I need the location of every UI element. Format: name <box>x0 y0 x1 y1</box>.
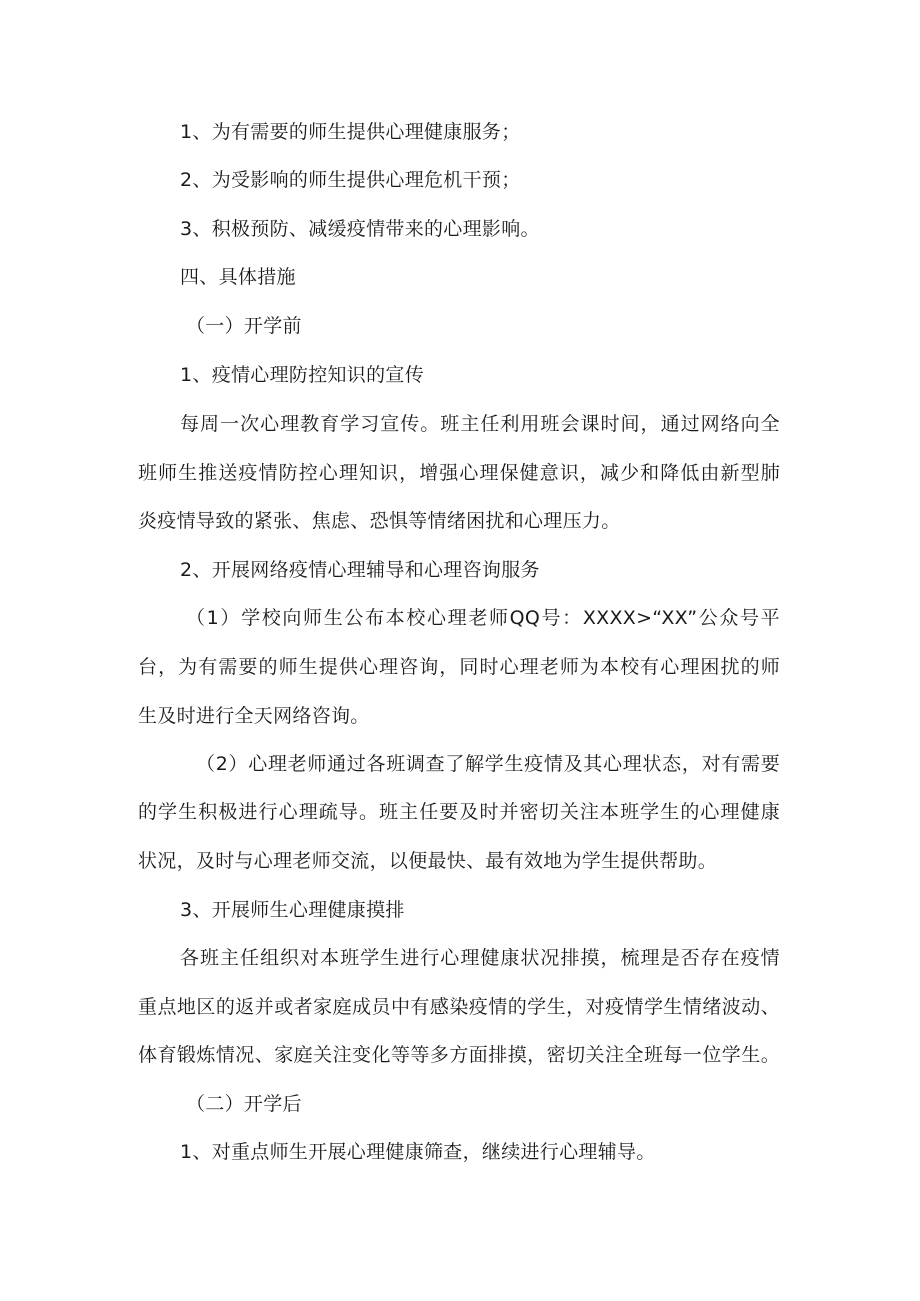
goal-item-1: 1、为有需要的师生提供心理健康服务； <box>180 121 521 143</box>
paragraph-line: 炎疫情导致的紧张、焦虑、恐惧等情绪困扰和心理压力。 <box>138 510 621 532</box>
item-title-key-screening: 1、对重点师生开展心理健康筛查，继续进行心理辅导。 <box>180 1141 656 1163</box>
paragraph-line: （1）学校向师生公布本校心理老师QQ号：XXXX>“XX”公众号平 <box>186 607 780 629</box>
paragraph-line: 状况，及时与心理老师交流，以便最快、最有效地为学生提供帮助。 <box>138 850 718 872</box>
item-title-knowledge-promotion: 1、疫情心理防控知识的宣传 <box>180 364 424 386</box>
paragraph-line: 生及时进行全天网络咨询。 <box>138 705 370 727</box>
goal-item-3: 3、积极预防、减缓疫情带来的心理影响。 <box>180 218 540 240</box>
paragraph-line: 的学生积极进行心理疏导。班主任要及时并密切关注本班学生的心理健康 <box>138 801 780 823</box>
subsection-heading-before-school: （一）开学前 <box>186 315 302 337</box>
paragraph-line: 各班主任组织对本班学生进行心理健康状况排摸，梳理是否存在疫情 <box>180 947 780 969</box>
item-title-online-counseling: 2、开展网络疫情心理辅导和心理咨询服务 <box>180 559 540 581</box>
paragraph-line: 班师生推送疫情防控心理知识，增强心理保健意识，减少和降低由新型肺 <box>138 462 780 484</box>
section-heading-measures: 四、具体措施 <box>180 266 296 288</box>
item-title-health-screening: 3、开展师生心理健康摸排 <box>180 899 405 921</box>
paragraph-line: 每周一次心理教育学习宣传。班主任利用班会课时间，通过网络向全 <box>180 413 780 435</box>
goal-item-2: 2、为受影响的师生提供心理危机干预； <box>180 169 521 191</box>
paragraph-line: 体育锻炼情况、家庭关注变化等等多方面排摸，密切关注全班每一位学生。 <box>138 1044 780 1066</box>
subsection-heading-after-school: （二）开学后 <box>186 1093 302 1115</box>
paragraph-line: 台，为有需要的师生提供心理咨询，同时心理老师为本校有心理困扰的师 <box>138 656 780 678</box>
paragraph-line: 重点地区的返并或者家庭成员中有感染疫情的学生，对疫情学生情绪波动、 <box>138 996 780 1018</box>
paragraph-line: （2）心理老师通过各班调查了解学生疫情及其心理状态，对有需要 <box>196 753 780 775</box>
